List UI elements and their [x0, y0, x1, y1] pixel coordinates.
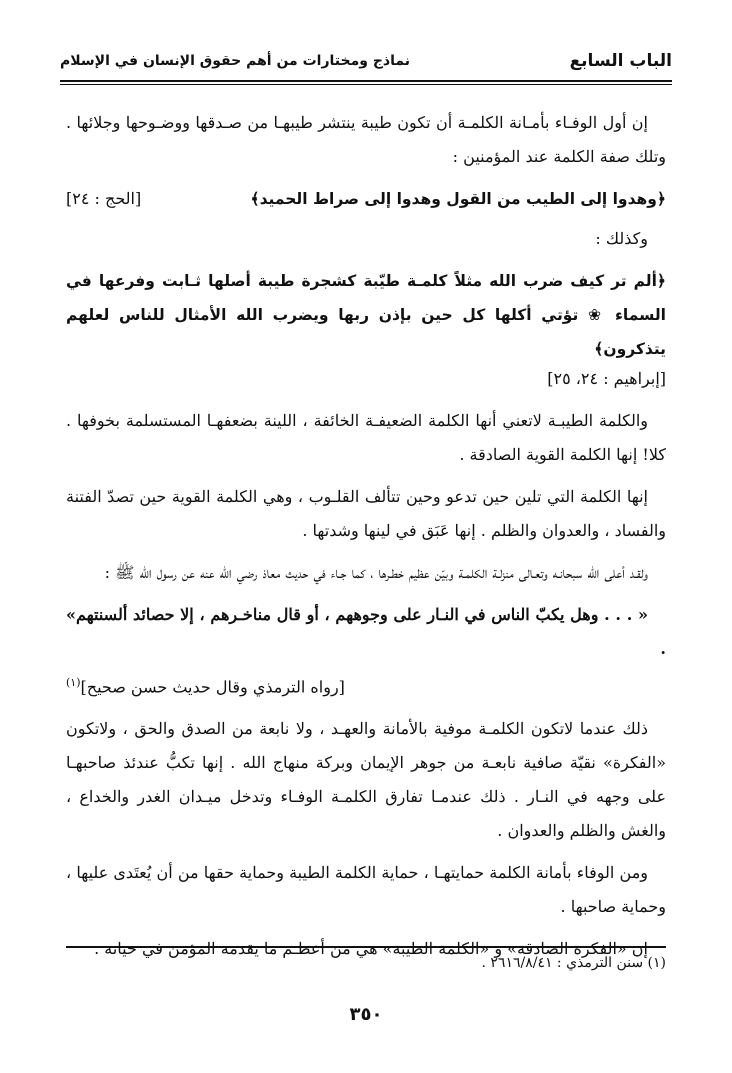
quran-verse: ﴿ألم تر كيف ضرب الله مثلاً كلمـة طيّبة كشجرة طيبة أصلها ثـابت وفرعها في السماء ❀ تؤتي أكلها كل حين بإذن ربها ويضرب الله الأمثال للناس لعلهم يتذكرون﴾	[66, 272, 666, 358]
book-subtitle: نماذج ومختارات من أهم حقوق الإنسان في الإسلام	[60, 53, 411, 69]
quran-verse: ﴿وهدوا إلى الطيب من القول وهدوا إلى صراط الحميد﴾	[250, 190, 666, 208]
running-header	[60, 44, 672, 78]
page-number: ٣٥٠	[349, 1004, 383, 1025]
verse-line	[66, 182, 666, 216]
paragraph: ومن الوفاء بأمانة الكلمة حمايتهـا ، حماية الكلمة الطيبة وحماية حقها من أن يُعتَدى عليها ، وحماية صاحبها .	[66, 863, 666, 917]
hadith-quote: « . . . وهل يكبّ الناس في النـار على وجوههم ، أو قال مناخـرهم ، إلا حصائد ألسنتهم» .	[66, 605, 666, 658]
header-rule-thin	[60, 84, 672, 85]
page-body	[66, 106, 666, 974]
footnote: (١) سنن الترمذي : ٢٦١٦/٨/٤١ .	[481, 955, 666, 971]
paragraph: إن «الفكرة الصادقة» و «الكلمة الطيبة» هي من أعظـم ما يقدمه المؤمن في حياته .	[94, 939, 648, 959]
verse-reference: [الحج : ٢٤]	[66, 189, 142, 208]
paragraph: إنها الكلمة التي تلين حين تدعو وحين تتألف القلـوب ، وهي الكلمة القوية حين تصدّ الفتنة والفساد ، والعدوان والظلم . إنها عَبَق في لينها وشدتها .	[66, 487, 666, 540]
paragraph: والكلمة الطيبـة لاتعني أنها الكلمة الضعيفـة الخائفة ، اللينة بضعفهـا المستسلمة بخوفها . كلا! إنها الكلمة القوية الصادقة .	[66, 411, 666, 464]
footnote-marker: (١)	[66, 676, 81, 689]
footnote-rule	[66, 946, 666, 948]
verse-reference: [إبراهيم : ٢٤، ٢٥]	[547, 369, 666, 388]
chapter-title: الباب السابع	[569, 51, 672, 71]
hadith-reference	[66, 666, 666, 704]
paragraph: ذلك عندما لاتكون الكلمـة موفية بالأمانة والعهـد ، ولا نابعة من الصدق والحق ، ولاتكون «الفكرة» نقيّة صافية نابعـة من جوهر الإيمان وبركة منهاج الله . إنها تكبُّ عندئذ صاحبهـا على وجهه في النـار . ذلك عندمـا تفارق الكلمـة الوفـاء وتدخل ميـدان الغدر والخداع ، والغش والظلم والعدوان .	[66, 719, 666, 841]
paragraph: إن أول الوفـاء بأمـانة الكلمـة أن تكون طيبة ينتشر طيبهـا من صـدقها ووضـوحها وجلائها . وتلك صفة الكلمة عند المؤمنين :	[66, 113, 666, 166]
hadith-source: [رواه الترمذي وقال حديث حسن صحيح]	[80, 677, 345, 697]
paragraph: وكذلك :	[595, 229, 648, 248]
paragraph: ولقـد أعلى الله سبحانـه وتعـالى منزلـة الكلمـة وبيّن عظيم خطـرها ، كما جـاء في حديث معاذ رضي الله عنه عن رسول الله ﷺ :	[104, 563, 648, 582]
header-rule	[60, 80, 672, 82]
